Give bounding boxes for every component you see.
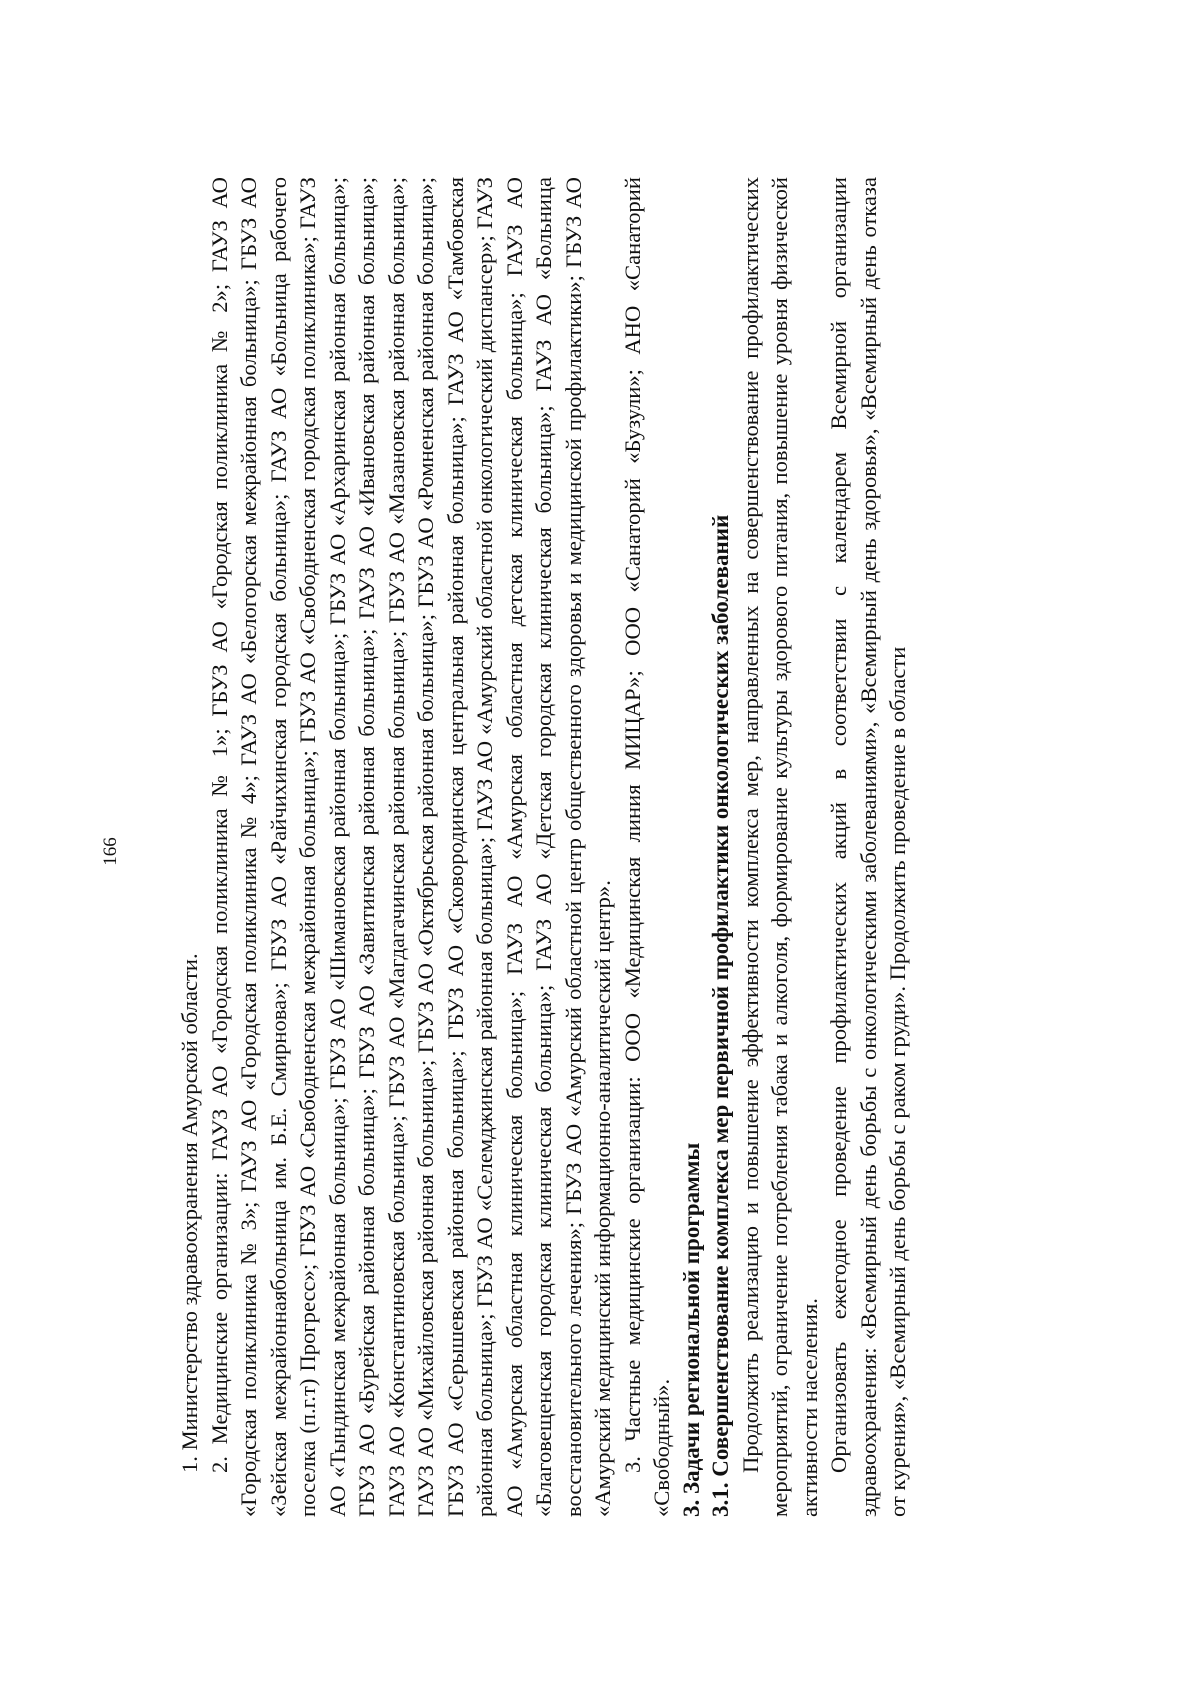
paragraph-prevention-measures: Продолжить реализацию и повышение эффективности комплекса мер, направленных на совершенствование профилактических мероприятий, ограничение потребления табака и алкоголя, формирование культуры здорового питания, повышение уровня физической активности населения. [737,177,822,1517]
section-heading: 3. Задачи региональной программы [678,1142,704,1517]
subsection-heading: 3.1. Совершенствование комплекса мер первичной профилактики онкологических заболеваний [708,514,733,1517]
paragraph-ministry: 1. Министерство здравоохранения Амурской области. [177,953,202,1473]
document-body [175,177,913,1517]
page-number: 166 [100,837,121,866]
paragraph-private-organizations: 3. Частные медицинские организации: ООО «Медицинская линия МИЦАР»; ООО «Санаторий «Бузули»; АНО «Санаторий «Свободный». [619,177,674,1517]
paragraph-medical-organizations: 2. Медицинские организации: ГАУЗ АО «Городская поликлиника № 1»; ГБУЗ АО «Городская поликлиника № 2»; ГАУЗ АО «Городская поликлиника № 3»; ГАУЗ АО «Городская поликлиника № 4»; ГАУЗ АО «Белогорская межрайонная больница»; ГБУЗ АО «Зейская межрайоннаябольница им. Б.Е. Смирнова»; ГБУЗ АО «Райчихинская городская больница»; ГАУЗ АО «Больница рабочего поселка (п.г.т) Прогресс»; ГБУЗ АО «Свободненская межрайонная больница»; ГБУЗ АО «Свободненская городская поликлиника»; ГАУЗ АО «Тындинская межрайонная больница»; ГБУЗ АО «Шимановская районная больница»; ГБУЗ АО «Архаринская районная больница»; ГБУЗ АО «Бурейская районная больница»; ГБУЗ АО «Завитинская районная больница»; ГАУЗ АО «Ивановская районная больница»; ГАУЗ АО «Константиновская больница»; ГБУЗ АО «Магдагачинская районная больница»; ГБУЗ АО «Мазановская районная больница»; ГАУЗ АО «Михайловская районная больница»; ГБУЗ АО «Октябрьская районная больница»; ГБУЗ АО «Ромненская районная больница»; ГБУЗ АО «Серышевская районная больница»; ГБУЗ АО «Сковородинская центральная районная больница»; ГАУЗ АО «Тамбовская районная больница»; ГБУЗ АО «Селемджинская районная больница»; ГАУЗ АО «Амурский областной онкологический диспансер»; ГАУЗ АО «Амурская областная клиническая больница»; ГАУЗ АО «Амурская областная детская клиническая больница»; ГАУЗ АО «Благовещенская городская клиническая больница»; ГАУЗ АО «Детская городская клиническая больница»; ГАУЗ АО «Больница восстановительного лечения»; ГБУЗ АО «Амурский областной центр общественного здоровья и медицинской профилактики»; ГБУЗ АО «Амурский медицинский информационно-аналитический центр». [206,177,615,1517]
paragraph-who-campaigns: Организовать ежегодное проведение профилактических акций в соответствии с календарем Всемирной организации здравоохранения: «Всемирный день борьбы с онкологическими заболеваниями», «Всемирный день здоровья», «Всемирный день отказа от курения», «Всемирный день борьбы с раком груди». Продолжить проведение в области [826,177,910,1517]
